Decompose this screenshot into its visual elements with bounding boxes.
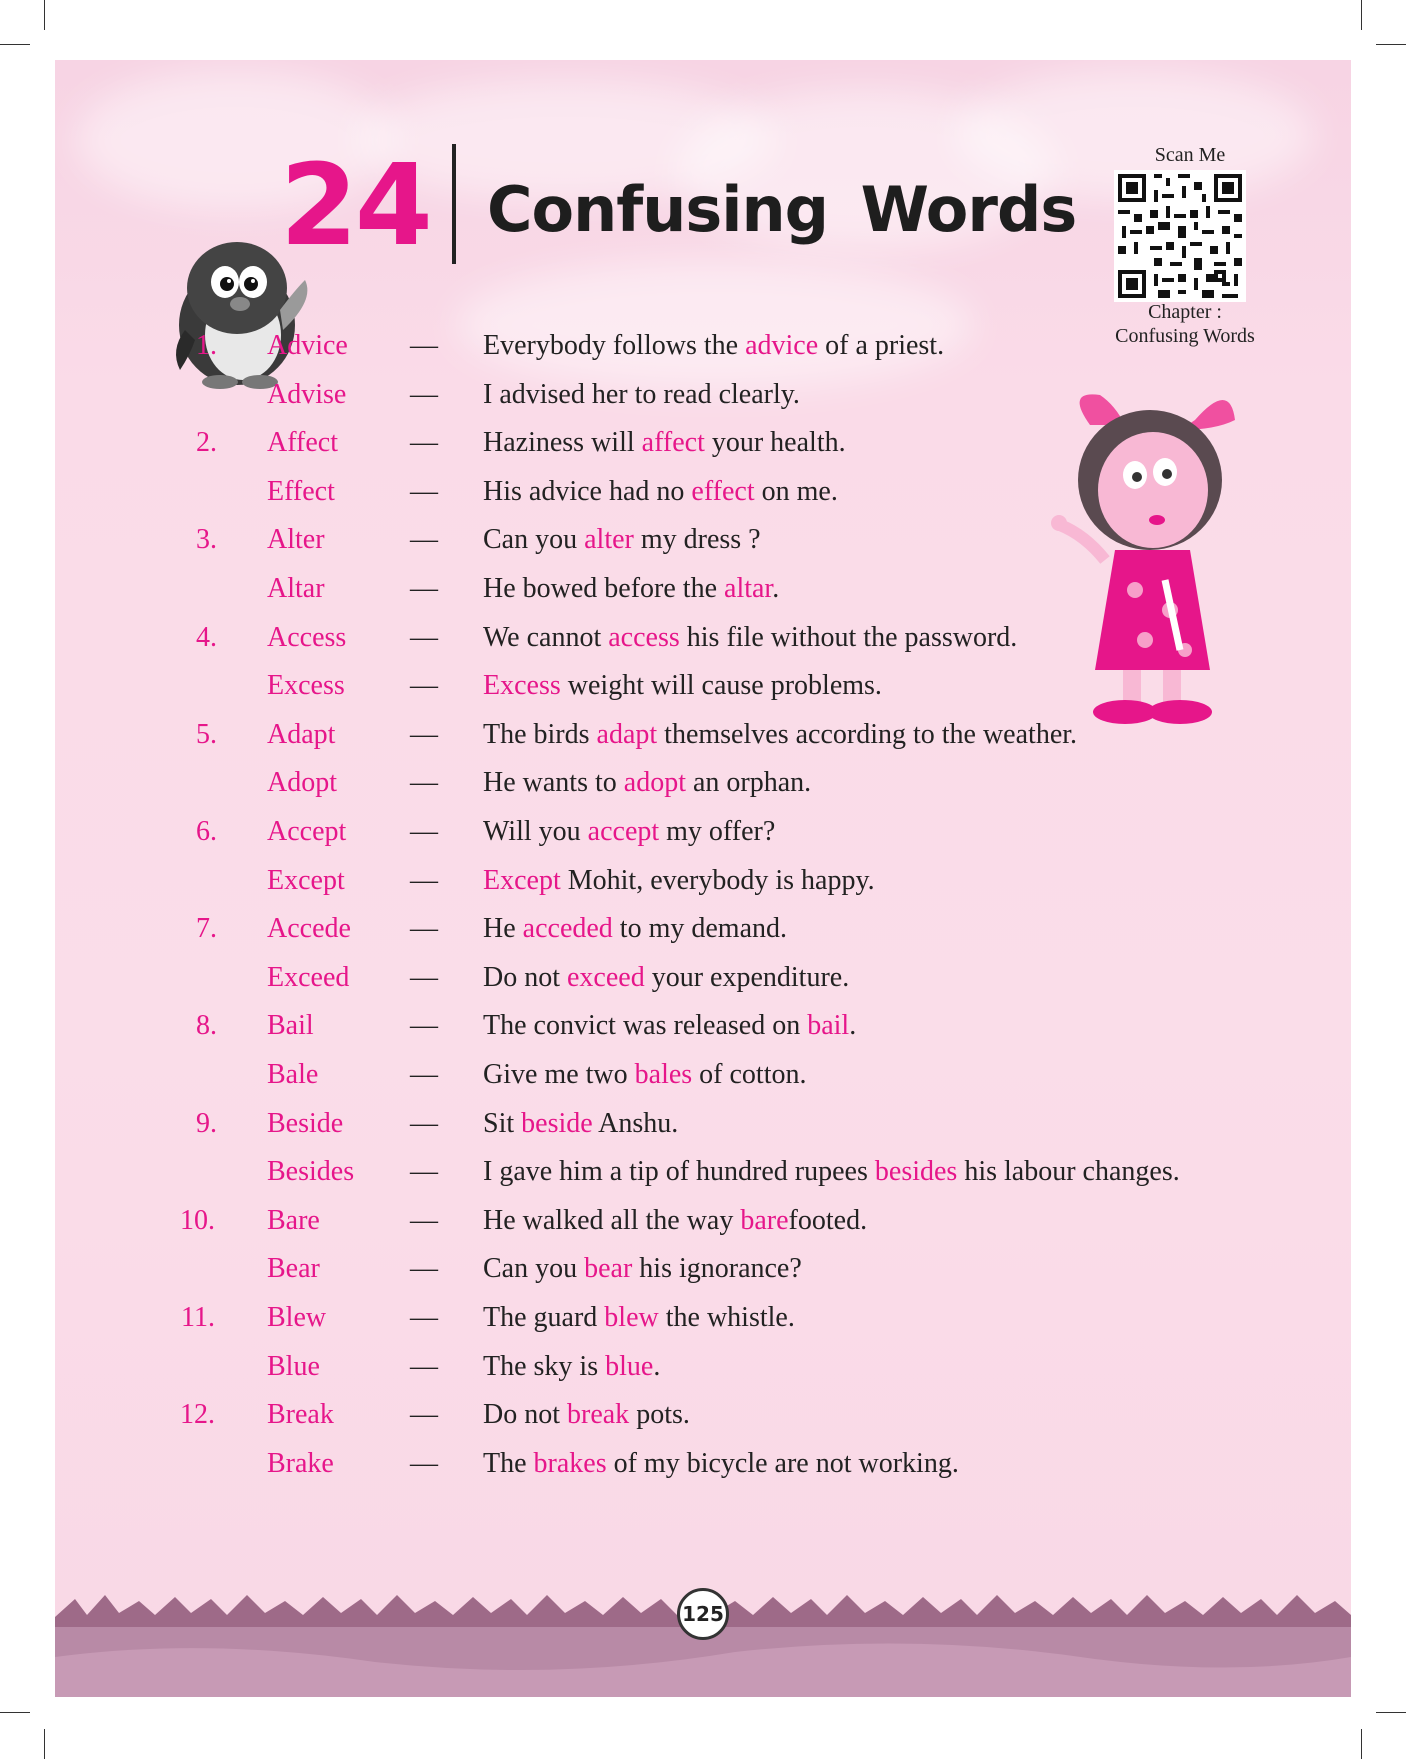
example-sentence	[483, 1103, 678, 1145]
entry-dash: —	[410, 961, 438, 993]
sentence-text: Sit	[483, 1107, 522, 1139]
entry-word: Advise	[267, 378, 347, 410]
highlighted-word: acceded	[522, 913, 613, 945]
example-sentence	[483, 519, 761, 561]
entry-dash: —	[410, 427, 438, 459]
chapter-number: 24	[280, 141, 430, 271]
example-sentence	[483, 1394, 690, 1436]
entry-number: 1.	[196, 330, 217, 361]
sentence-text: pots.	[629, 1399, 690, 1431]
sentence-text: The guard	[483, 1302, 605, 1333]
example-sentence	[483, 957, 849, 999]
highlighted-word: bales	[634, 1059, 693, 1090]
entry-dash: —	[410, 621, 438, 653]
sentence-text: I advised her to read clearly.	[483, 378, 800, 410]
example-sentence	[483, 714, 1077, 756]
entry-word: Bale	[267, 1059, 319, 1090]
highlighted-word: advice	[745, 330, 819, 361]
sentence-text: I gave him a tip of hundred rupees	[483, 1156, 875, 1188]
example-sentence	[483, 811, 775, 853]
sentence-text: Anshu.	[592, 1107, 679, 1139]
sentence-text: themselves according to the weather.	[657, 718, 1078, 750]
entry-word: Blew	[267, 1302, 327, 1333]
crop-mark	[1361, 0, 1362, 30]
entry-number: 9.	[196, 1107, 217, 1139]
qr-code-icon[interactable]	[1114, 170, 1246, 302]
entry-number: 5.	[196, 718, 217, 750]
girl-illustration	[1045, 350, 1265, 730]
sentence-text: Mohit, everybody is happy.	[560, 864, 875, 896]
example-sentence	[483, 1297, 795, 1339]
sentence-text: Do not	[483, 961, 567, 993]
highlighted-word: adapt	[596, 718, 658, 750]
example-sentence	[483, 1200, 867, 1242]
crop-mark	[44, 0, 45, 30]
highlighted-word: access	[608, 621, 680, 653]
entry-word: Accept	[267, 816, 347, 847]
example-sentence	[483, 860, 875, 902]
example-sentence	[483, 665, 882, 707]
entry-dash: —	[410, 1156, 438, 1188]
entry-dash: —	[410, 475, 438, 507]
entry-dash: —	[410, 378, 438, 410]
highlighted-word: alter	[584, 524, 634, 556]
entry-dash: —	[410, 1447, 438, 1479]
crop-mark	[1361, 1729, 1362, 1759]
scan-me-label: Scan Me	[1154, 144, 1226, 166]
sentence-text: His advice had no	[483, 475, 692, 507]
sentence-text: his ignorance?	[632, 1253, 802, 1285]
highlighted-word: bear	[584, 1253, 633, 1285]
entry-dash: —	[410, 1107, 438, 1139]
highlighted-word: beside	[521, 1107, 593, 1139]
example-sentence	[483, 1054, 806, 1096]
highlighted-word: bare	[740, 1204, 789, 1236]
entry-word: Bail	[267, 1010, 314, 1042]
example-sentence	[483, 1151, 1180, 1193]
sentence-text: his labour changes.	[957, 1156, 1180, 1188]
highlighted-word: altar	[724, 573, 773, 604]
entry-number: 4.	[196, 621, 217, 653]
highlighted-word: blew	[604, 1302, 659, 1333]
sentence-text: The birds	[483, 718, 597, 750]
entry-number: 7.	[196, 913, 217, 945]
sentence-text: footed.	[788, 1204, 868, 1236]
entry-dash: —	[410, 524, 438, 556]
highlighted-word: effect	[691, 475, 755, 507]
entry-word: Adopt	[267, 767, 337, 799]
entry-word: Excess	[267, 670, 345, 702]
entry-word: Exceed	[267, 961, 350, 993]
entry-word: Bear	[267, 1253, 320, 1285]
entry-word: Except	[267, 864, 345, 896]
sentence-text: Will you	[483, 816, 588, 847]
entry-number: 10.	[180, 1204, 215, 1236]
sentence-text: Everybody follows the	[483, 330, 746, 361]
entry-word: Altar	[267, 573, 325, 604]
crop-mark	[44, 1729, 45, 1759]
entry-dash: —	[410, 767, 438, 799]
entry-dash: —	[410, 670, 438, 702]
sentence-text: He walked all the way	[483, 1204, 741, 1236]
sentence-text: my offer?	[659, 816, 776, 847]
entry-number: 6.	[196, 816, 217, 847]
entry-dash: —	[410, 1059, 438, 1090]
sentence-text: We cannot	[483, 621, 609, 653]
sentence-text: Can you	[483, 1253, 585, 1285]
entry-word: Alter	[267, 524, 325, 556]
sentence-text: to my demand.	[612, 913, 787, 945]
sentence-text: my dress ?	[633, 524, 761, 556]
example-sentence	[483, 908, 787, 950]
example-sentence	[483, 1248, 802, 1290]
sentence-text: Haziness will	[483, 427, 642, 459]
qr-chapter-label-line1: Chapter :	[1148, 301, 1222, 323]
highlighted-word: affect	[641, 427, 705, 459]
highlighted-word: brakes	[533, 1447, 607, 1479]
highlighted-word: blue	[605, 1350, 654, 1382]
sentence-text: The	[483, 1447, 534, 1479]
sentence-text: on me.	[754, 475, 838, 507]
example-sentence	[483, 1346, 660, 1388]
entry-number: 8.	[196, 1010, 217, 1042]
entry-word: Access	[267, 621, 347, 653]
entry-number: 2.	[196, 427, 217, 459]
highlighted-word: accept	[587, 816, 660, 847]
entry-dash: —	[410, 330, 438, 361]
crop-mark	[0, 1712, 30, 1713]
sentence-text: .	[849, 1010, 857, 1042]
example-sentence	[483, 762, 811, 804]
page-number: 125	[677, 1588, 729, 1640]
sentence-text: weight will cause problems.	[560, 670, 882, 702]
entry-word: Adapt	[267, 718, 336, 750]
highlighted-word: bail	[807, 1010, 850, 1042]
example-sentence	[483, 374, 800, 416]
sentence-text: He bowed before the	[483, 573, 725, 604]
entry-word: Break	[267, 1399, 334, 1431]
example-sentence	[483, 1005, 856, 1047]
chapter-title: Confusing Words	[487, 173, 1077, 246]
sentence-text: Do not	[483, 1399, 567, 1431]
example-sentence	[483, 1443, 959, 1485]
example-sentence	[483, 422, 846, 464]
title-divider	[452, 144, 456, 264]
highlighted-word: adopt	[623, 767, 686, 799]
entry-dash: —	[410, 816, 438, 847]
example-sentence	[483, 617, 1017, 659]
highlighted-word: Except	[483, 864, 561, 896]
entry-dash: —	[410, 1399, 438, 1431]
sentence-text: Give me two	[483, 1059, 635, 1090]
sentence-text: your expenditure.	[644, 961, 850, 993]
entry-number: 11.	[181, 1302, 215, 1333]
entry-word: Brake	[267, 1447, 334, 1479]
highlighted-word: break	[567, 1399, 630, 1431]
entry-dash: —	[410, 913, 438, 945]
entry-dash: —	[410, 573, 438, 604]
crop-mark	[1376, 1712, 1406, 1713]
qr-chapter-label-line2: Confusing Words	[1115, 325, 1255, 347]
entry-word: Blue	[267, 1350, 320, 1382]
sentence-text: an orphan.	[685, 767, 812, 799]
sentence-text: of my bicycle are not working.	[606, 1447, 959, 1479]
entry-dash: —	[410, 718, 438, 750]
sentence-text: He	[483, 913, 523, 945]
entry-dash: —	[410, 864, 438, 896]
example-sentence	[483, 568, 779, 610]
entry-dash: —	[410, 1302, 438, 1333]
entry-word: Besides	[267, 1156, 355, 1188]
sentence-text: your health.	[704, 427, 846, 459]
entry-dash: —	[410, 1010, 438, 1042]
entry-dash: —	[410, 1350, 438, 1382]
sentence-text: of a priest.	[818, 330, 945, 361]
crop-mark	[0, 44, 30, 45]
entry-number: 3.	[196, 524, 217, 556]
entry-word: Accede	[267, 913, 351, 945]
highlighted-word: exceed	[567, 961, 645, 993]
sentence-text: The sky is	[483, 1350, 606, 1382]
crop-mark	[1376, 44, 1406, 45]
textbook-page	[55, 60, 1351, 1697]
entry-word: Beside	[267, 1107, 344, 1139]
entry-word: Bare	[267, 1204, 320, 1236]
highlighted-word: Excess	[483, 670, 561, 702]
sentence-text: of cotton.	[692, 1059, 807, 1090]
example-sentence	[483, 325, 944, 367]
sentence-text: .	[772, 573, 780, 604]
entry-dash: —	[410, 1204, 438, 1236]
entry-number: 12.	[180, 1399, 215, 1431]
sentence-text: He wants to	[483, 767, 624, 799]
highlighted-word: besides	[874, 1156, 958, 1188]
entry-dash: —	[410, 1253, 438, 1285]
sentence-text: Can you	[483, 524, 585, 556]
sentence-text: The convict was released on	[483, 1010, 808, 1042]
qr-chapter-label	[1100, 300, 1270, 348]
entry-word: Effect	[267, 475, 335, 507]
sentence-text: .	[653, 1350, 661, 1382]
example-sentence	[483, 471, 838, 513]
sentence-text: his file without the password.	[679, 621, 1018, 653]
entry-word: Advice	[267, 330, 348, 361]
entry-word: Affect	[267, 427, 338, 459]
sentence-text: the whistle.	[658, 1302, 795, 1333]
